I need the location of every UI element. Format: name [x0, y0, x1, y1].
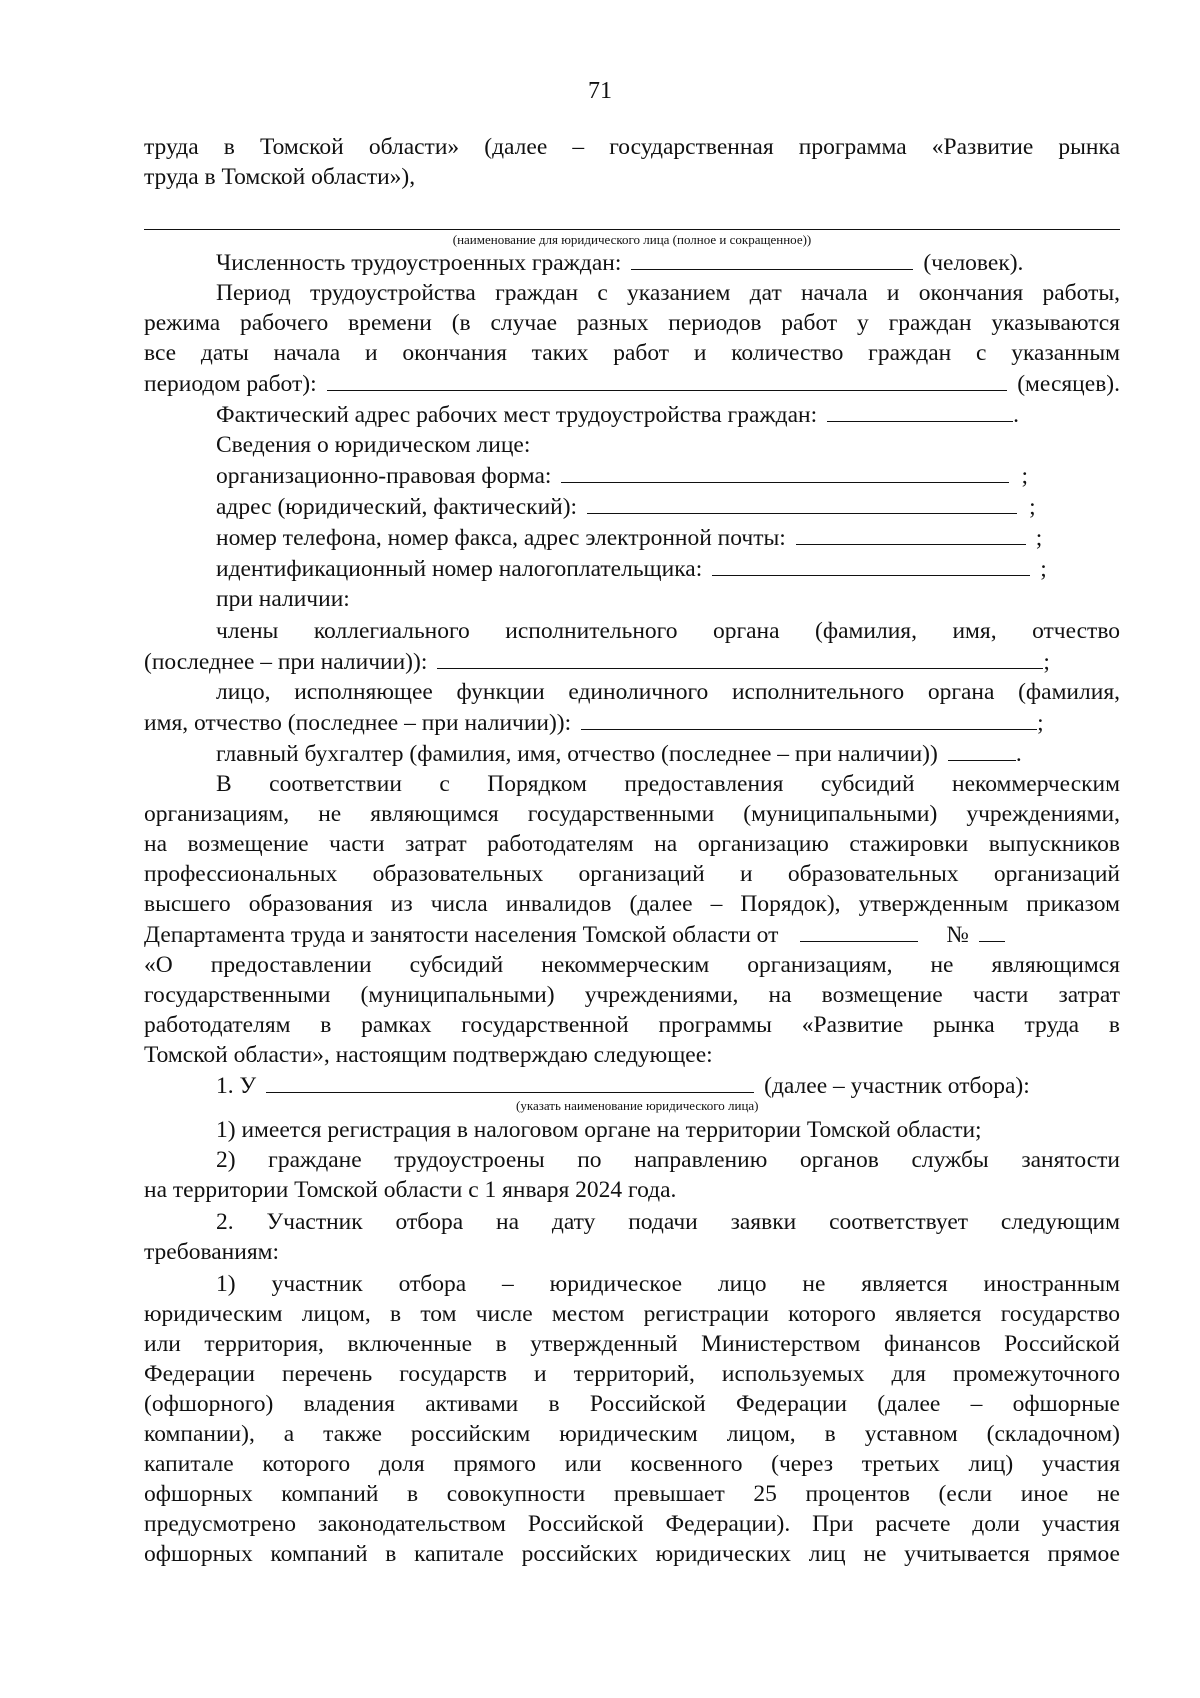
period-line: режима рабочего времени (в случае разных периодов работ у граждан указываются — [144, 310, 1120, 336]
head-row — [144, 707, 1120, 738]
legal-address-label: адрес (юридический, фактический): — [216, 494, 578, 520]
headcount-unit: (человек). — [923, 250, 1024, 276]
point2-line: 2. Участник отбора на дату подачи заявки соответствует следующим — [216, 1209, 1120, 1235]
point2-line: (офшорного) владения активами в Российской Федерации (далее – офшорные — [144, 1391, 1120, 1417]
number-sign: № — [946, 922, 969, 948]
inn-row — [144, 553, 1120, 584]
headcount-row — [144, 247, 1120, 278]
point1-item: на территории Томской области с 1 января 2024 года. — [144, 1177, 677, 1203]
point2-line: капитале которого доля прямого или косвенного (через третьих лиц) участия — [144, 1451, 1120, 1477]
compliance-line: Томской области», настоящим подтверждаю следующее: — [144, 1042, 713, 1068]
compliance-line: высшего образования из числа инвалидов (далее – Порядок), утвержденным приказом — [144, 891, 1120, 917]
entity-name-blank — [144, 228, 1120, 230]
contacts-blank — [796, 522, 1026, 545]
point2-line: или территория, включенные в утвержденный Министерством финансов Российской — [144, 1331, 1120, 1357]
entity-info-title: Сведения о юридическом лице: — [216, 432, 531, 458]
accountant-label: главный бухгалтер (фамилия, имя, отчество (последнее – при наличии)) — [216, 741, 938, 767]
legal-form-label: организационно-правовая форма: — [216, 463, 552, 489]
head-label: имя, отчество (последнее – при наличии)): — [144, 710, 572, 736]
contacts-label: номер телефона, номер факса, адрес электронной почты: — [216, 525, 786, 551]
legal-form-blank — [561, 460, 1009, 483]
board-line: члены коллегиального исполнительного органа (фамилия, имя, отчество — [216, 618, 1120, 644]
order-date-blank — [800, 919, 918, 942]
point2-line: юридическим лицом, в том числе местом регистрации которого является государство — [144, 1301, 1120, 1327]
semicolon: ; — [1037, 710, 1044, 736]
point2-line: предусмотрено законодательством Российской Федерации). При расчете доли участия — [144, 1511, 1120, 1537]
period-row — [144, 368, 1120, 399]
contacts-row — [144, 522, 1120, 553]
participant-name-blank — [266, 1070, 754, 1093]
point2-line: требованиям: — [144, 1239, 280, 1265]
point2-line: компании), а также российским юридическим лицом, в уставном (складочном) — [144, 1421, 1120, 1447]
semicolon: ; — [1040, 556, 1047, 582]
address-row — [144, 399, 1120, 430]
legal-address-blank — [587, 491, 1017, 514]
inn-blank — [712, 553, 1030, 576]
head-blank — [581, 707, 1037, 730]
point2-line: офшорных компаний в совокупности превышает 25 процентов (если иное не — [144, 1481, 1120, 1507]
headcount-blank — [631, 247, 913, 270]
period-unit: (месяцев). — [1017, 371, 1120, 397]
point1-item: 2) граждане трудоустроены по направлению органов службы занятости — [216, 1147, 1120, 1173]
order-number-blank — [979, 919, 1005, 942]
if-any-label: при наличии: — [216, 586, 350, 612]
compliance-line: В соответствии с Порядком предоставления субсидий некоммерческим — [216, 771, 1120, 797]
period-line: Период трудоустройства граждан с указанием дат начала и окончания работы, — [216, 280, 1120, 306]
semicolon: ; — [1029, 494, 1036, 520]
compliance-line: государственными (муниципальными) учреждениями, на возмещение части затрат — [144, 982, 1120, 1008]
semicolon: ; — [1035, 525, 1043, 551]
compliance-line: работодателям в рамках государственной программы «Развитие рынка труда в — [144, 1012, 1120, 1038]
point1-item: 1) имеется регистрация в налоговом органе на территории Томской области; — [216, 1117, 982, 1143]
page-number: 71 — [588, 78, 612, 104]
board-blank — [437, 646, 1043, 669]
order-row — [144, 919, 1120, 950]
point2-line: Федерации перечень государств и территорий, используемых для промежуточного — [144, 1361, 1120, 1387]
compliance-line: на возмещение части затрат работодателям на организацию стажировки выпускников — [144, 831, 1120, 857]
address-blank — [827, 399, 1013, 422]
accountant-blank — [948, 738, 1016, 761]
compliance-line: организациям, не являющимся государственными (муниципальными) учреждениями, — [144, 801, 1120, 827]
board-label: (последнее – при наличии)): — [144, 649, 428, 675]
headcount-label: Численность трудоустроенных граждан: — [216, 250, 622, 276]
point1-suffix: (далее – участник отбора): — [764, 1073, 1030, 1099]
period-blank — [327, 368, 1008, 391]
board-row — [144, 646, 1120, 677]
participant-name-caption: (указать наименование юридического лица) — [516, 1098, 759, 1113]
semicolon: ; — [1021, 463, 1028, 489]
address-end: . — [1013, 402, 1019, 428]
compliance-line: «О предоставлении субсидий некоммерческим организациям, не являющимся — [144, 952, 1120, 978]
legal-address-row — [144, 491, 1120, 522]
period-label: периодом работ): — [144, 371, 317, 397]
period-line: все даты начала и окончания таких работ и количество граждан с указанным — [144, 340, 1120, 366]
point1-prefix: 1. У — [216, 1073, 257, 1099]
intro-line: труда в Томской области»), — [144, 164, 416, 190]
document-body — [144, 132, 1120, 1569]
accountant-row — [144, 738, 1120, 769]
order-text: Департамента труда и занятости населения Томской области от — [144, 922, 779, 948]
entity-name-caption: (наименование для юридического лица (полное и сокращенное)) — [452, 232, 812, 247]
intro-line: труда в Томской области» (далее – государственная программа «Развитие рынка — [144, 134, 1120, 160]
head-line: лицо, исполняющее функции единоличного исполнительного органа (фамилия, — [216, 679, 1120, 705]
point2-line: офшорных компаний в капитале российских юридических лиц не учитывается прямое — [144, 1541, 1120, 1567]
inn-label: идентификационный номер налогоплательщика: — [216, 556, 703, 582]
address-label: Фактический адрес рабочих мест трудоустройства граждан: — [216, 402, 818, 428]
semicolon: ; — [1043, 649, 1050, 675]
point2-line: 1) участник отбора – юридическое лицо не является иностранным — [216, 1271, 1120, 1297]
point1-row — [144, 1070, 1120, 1101]
compliance-line: профессиональных образовательных организаций и образовательных организаций — [144, 861, 1120, 887]
legal-form-row — [144, 460, 1120, 491]
accountant-end: . — [1015, 741, 1022, 767]
